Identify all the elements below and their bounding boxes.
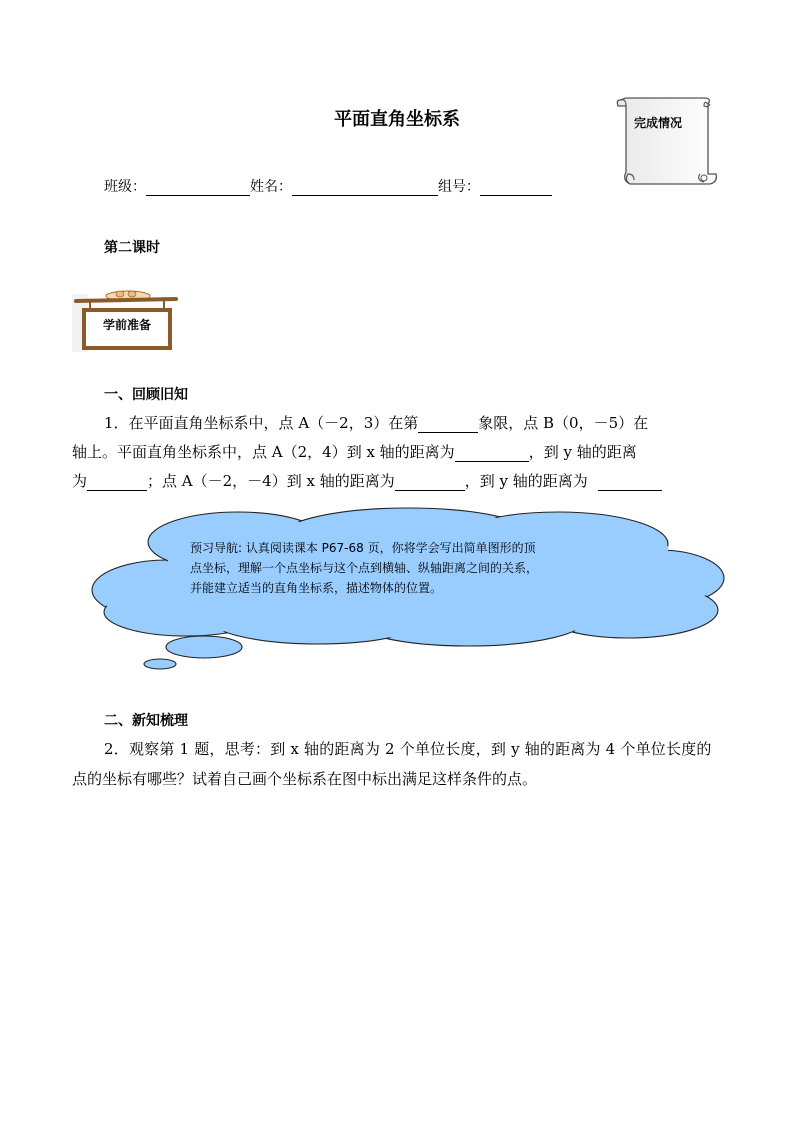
scroll-label: 完成情况 [634,116,683,130]
class-label: 班级： [104,179,146,195]
q1-blank-y-distance-2[interactable] [598,475,662,491]
q1-blank-quadrant[interactable] [418,417,478,433]
preview-guide-cloud [88,506,728,674]
scroll-icon [612,94,724,192]
name-label: 姓名： [250,179,292,195]
q1-line2: 轴上。平面直角坐标系中，点 A（2，4）到 x 轴的距离为 ，到 y 轴的距离 [72,443,637,461]
cloud-text: 预习导航: 认真阅读课本 P67-68 页，你将学会写出简单图形的顶 点坐标，理解一个点坐标与这个点到横轴、纵轴距离之间的关系， 并能建立适当的直角坐标系，描述物体的位置。 [190,541,539,595]
group-field[interactable] [480,180,552,196]
q2-line2: 点的坐标有哪些？试着自己画个坐标系在图中标出满足这样条件的点。 [72,770,538,788]
page-title: 平面直角坐标系 [334,109,460,130]
q1-line1: 1．在平面直角坐标系中，点 A（－2，3）在第 象限，点 B（0，－5）在 [104,414,649,432]
prep-sign [72,286,180,352]
q2-line1: 2．观察第 1 题，思考：到 x 轴的距离为 2 个单位长度，到 y 轴的距离为 4 个单位长度的 [104,740,712,758]
name-field[interactable] [292,180,438,196]
prep-sign-label: 学前准备 [102,318,151,332]
section2-heading: 二、新知梳理 [104,713,188,729]
student-info-line [104,176,552,196]
q1-blank-y-distance[interactable] [87,475,147,491]
q1-blank-x-distance[interactable] [455,446,529,462]
q1-line3: 为 ；点 A（－2，－4）到 x 轴的距离为 ，到 y 轴的距离为 [72,470,722,491]
group-label: 组号： [438,179,480,195]
section1-heading: 一、回顾旧知 [104,387,188,403]
completion-scroll [612,94,724,192]
class-field[interactable] [146,180,250,196]
q1-blank-x-distance-2[interactable] [395,475,465,491]
lesson-label: 第二课时 [104,240,160,256]
